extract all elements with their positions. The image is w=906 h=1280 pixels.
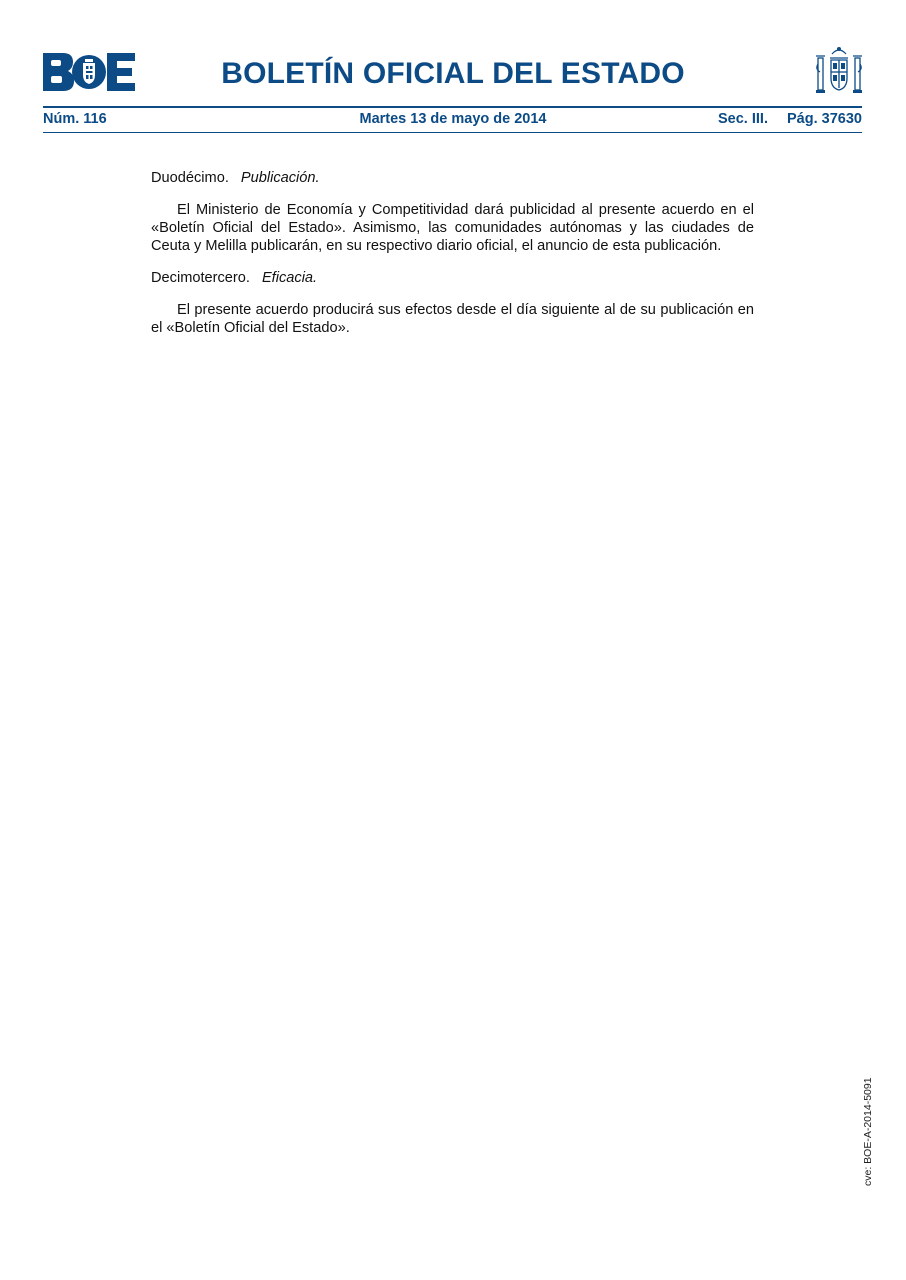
issue-number: Núm. 116 (43, 111, 107, 127)
article-label: Decimotercero. (151, 270, 250, 286)
publication-title: BOLETÍN OFICIAL DEL ESTADO (221, 57, 685, 90)
article-paragraph: El Ministerio de Economía y Competitividad dará publicidad al presente acuerdo en el «Boletín Oficial del Estado». Asimismo, las comunidades autónomas y las ciudades de Ceuta y Melilla publicarán, en su respectivo diario oficial, el anuncio de esta publicación. (151, 202, 754, 254)
coat-of-arms-icon (815, 44, 863, 96)
page-number: Pág. 37630 (787, 111, 862, 127)
article-label: Duodécimo. (151, 170, 229, 186)
document-body (151, 169, 754, 351)
article-heading (151, 269, 754, 287)
article-heading (151, 169, 754, 187)
boe-logo (43, 53, 135, 91)
section-label: Sec. III. (718, 111, 768, 127)
article-title: Publicación. (240, 170, 320, 186)
cve-code: cve: BOE-A-2014-5091 (862, 1077, 874, 1186)
article-paragraph: El presente acuerdo producirá sus efectos desde el día siguiente al de su publicación en el «Boletín Oficial del Estado». (151, 302, 754, 336)
header-rule-top (43, 106, 862, 108)
article-title: Eficacia. (261, 270, 318, 286)
issue-date: Martes 13 de mayo de 2014 (359, 111, 547, 127)
header-rule-bottom (43, 132, 862, 133)
